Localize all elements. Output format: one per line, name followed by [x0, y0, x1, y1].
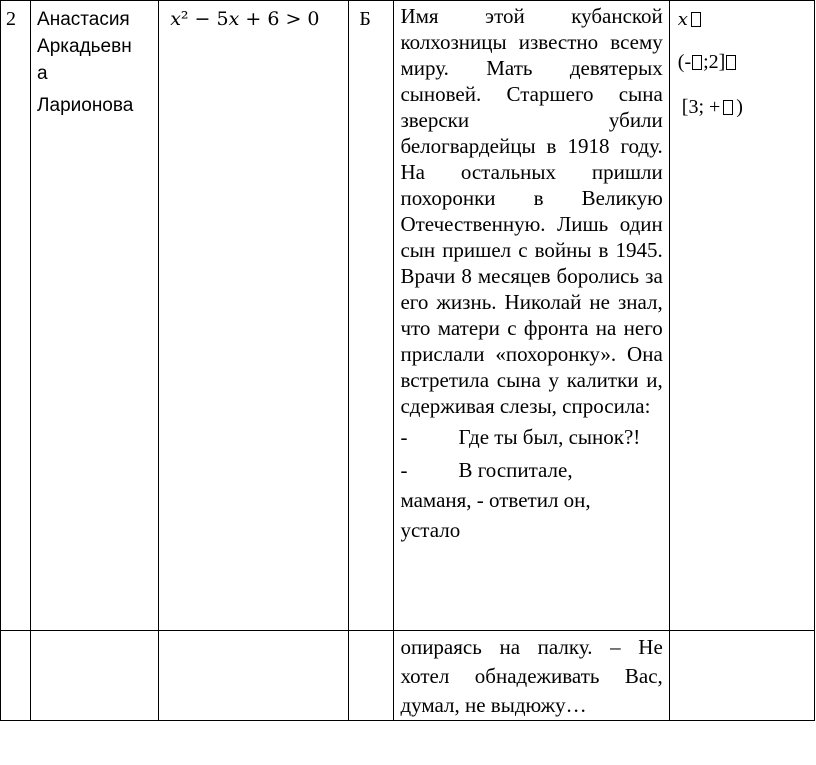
number-cell — [1, 631, 31, 721]
interval-open: (- — [677, 50, 692, 73]
dialog-line — [400, 422, 662, 452]
interval-mid: ;2] — [703, 50, 726, 73]
name-line: а — [37, 63, 48, 84]
number-cell — [1, 1, 31, 631]
missing-glyph-icon — [692, 55, 702, 70]
name-line: Аркадьевн — [37, 36, 132, 57]
answer-variable: 𝑥 — [677, 8, 688, 30]
missing-glyph-icon — [723, 100, 733, 115]
inequality: 𝑥² − 5𝑥 + 6 > 0 — [170, 8, 320, 30]
equation-cell — [159, 1, 349, 631]
letter-cell — [349, 631, 394, 721]
story-text — [394, 1, 668, 545]
dialog-dash: - — [400, 458, 408, 482]
answer-line — [678, 5, 814, 33]
equation-cell — [159, 631, 349, 721]
row-number: 2 — [6, 8, 16, 30]
name-cell — [31, 631, 159, 721]
story-text — [394, 631, 668, 720]
dialog-text: Где ты был, сынок?! — [458, 425, 641, 449]
story-cell — [394, 631, 669, 721]
dialog-continuation: устало — [400, 518, 461, 542]
letter-cell — [349, 1, 394, 631]
story-paragraph: Имя этой кубанской колхозницы известно всему миру. Мать девятерых сыновей. Старшего сына зверски убили белогвардейцы в 1918 году. На остальных пришли похоронки в Великую Отечественную. Лишь один сын пришел с войны в 1945. Врачи 8 месяцев боролись за его жизнь. Николай не знал, что матери с фронта на него прислали «похоронку». Она встретила сына у калитки и, сдерживая слезы, спросила: — [400, 4, 663, 418]
story-cell — [394, 1, 669, 631]
dialog-text: В госпитале, — [458, 458, 573, 482]
answer-set — [670, 1, 814, 121]
dialog-dash: - — [400, 425, 408, 449]
dialog-line — [400, 455, 662, 485]
answer-cell — [669, 1, 814, 631]
name-line: Анастасия — [37, 9, 130, 30]
missing-glyph-icon — [726, 55, 736, 70]
missing-glyph-icon — [691, 12, 701, 27]
answer-line — [678, 93, 814, 121]
story-paragraph: опираясь на палку. – Не хотел обнадеживать Вас, думал, не выдюжу… — [400, 635, 663, 717]
interval-open: [3; + — [681, 95, 721, 118]
answer-letter: Б — [359, 8, 371, 30]
name-line: Ларионова — [37, 95, 134, 116]
answer-line — [678, 48, 814, 76]
table-row — [1, 631, 815, 721]
answer-cell — [669, 631, 814, 721]
name-cell — [31, 1, 159, 631]
table-row — [1, 1, 815, 631]
interval-close: ) — [736, 95, 743, 118]
person-name — [31, 1, 158, 119]
dialog-continuation: маманя, - ответил он, — [400, 488, 591, 512]
